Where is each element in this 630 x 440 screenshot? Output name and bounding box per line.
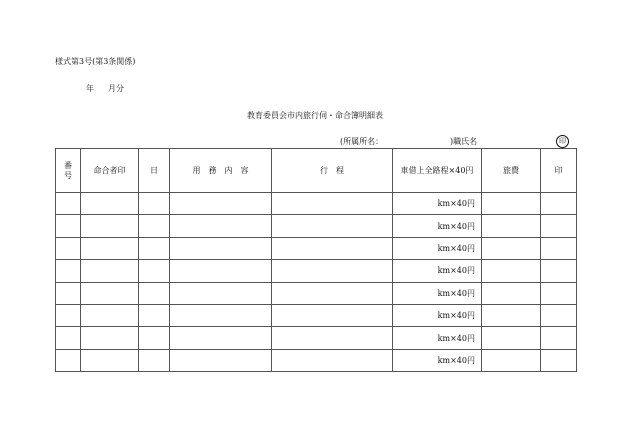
- form-number: 様式第3号(第3条関係): [55, 57, 136, 66]
- table-row: [56, 193, 577, 215]
- document-title: 教育委員会市内旅行伺・命合簿明細表: [247, 111, 383, 120]
- cell-day[interactable]: [139, 260, 170, 282]
- cell-ordered-by-seal[interactable]: [81, 237, 139, 259]
- table-row: [56, 215, 577, 237]
- table-row: [56, 260, 577, 282]
- table-header-row: [56, 149, 577, 193]
- cell-ordered-by-seal[interactable]: [81, 215, 139, 237]
- cell-travel-cost[interactable]: [482, 237, 541, 259]
- table-row: [56, 282, 577, 304]
- cell-travel-cost[interactable]: [482, 282, 541, 304]
- cell-day[interactable]: [139, 349, 170, 371]
- cell-seal[interactable]: [541, 193, 577, 215]
- table-row: [56, 237, 577, 259]
- cell-itinerary[interactable]: [272, 327, 393, 349]
- cell-number[interactable]: [56, 349, 81, 371]
- cell-travel-cost[interactable]: [482, 215, 541, 237]
- travel-ledger-table: [55, 148, 577, 372]
- cell-business-content[interactable]: [170, 237, 272, 259]
- cell-itinerary[interactable]: [272, 215, 393, 237]
- cell-number[interactable]: [56, 193, 81, 215]
- cell-car-distance[interactable]: km×40円: [393, 237, 482, 259]
- cell-day[interactable]: [139, 237, 170, 259]
- affiliation-label: (所属所名：: [340, 137, 384, 146]
- cell-business-content[interactable]: [170, 193, 272, 215]
- cell-car-distance[interactable]: km×40円: [393, 260, 482, 282]
- seal-mark: 印: [556, 135, 569, 148]
- month-label: 月分: [108, 84, 124, 93]
- column-header-itinerary: 行 程: [272, 149, 393, 193]
- cell-business-content[interactable]: [170, 215, 272, 237]
- cell-business-content[interactable]: [170, 282, 272, 304]
- column-header-number: [56, 149, 81, 193]
- cell-travel-cost[interactable]: [482, 304, 541, 326]
- cell-number[interactable]: [56, 237, 81, 259]
- cell-day[interactable]: [139, 193, 170, 215]
- cell-seal[interactable]: [541, 215, 577, 237]
- cell-itinerary[interactable]: [272, 260, 393, 282]
- year-label: 年: [86, 84, 94, 93]
- cell-car-distance[interactable]: km×40円: [393, 282, 482, 304]
- cell-ordered-by-seal[interactable]: [81, 282, 139, 304]
- cell-business-content[interactable]: [170, 304, 272, 326]
- cell-day[interactable]: [139, 304, 170, 326]
- cell-seal[interactable]: [541, 282, 577, 304]
- cell-car-distance[interactable]: km×40円: [393, 304, 482, 326]
- cell-seal[interactable]: [541, 349, 577, 371]
- cell-number[interactable]: [56, 282, 81, 304]
- column-header-day: 日: [139, 149, 170, 193]
- column-header-car-distance: 車借上全路程×40円: [393, 149, 482, 193]
- table-row: [56, 349, 577, 371]
- cell-number[interactable]: [56, 260, 81, 282]
- column-header-business-content: 用 務 内 容: [170, 149, 272, 193]
- cell-ordered-by-seal[interactable]: [81, 349, 139, 371]
- cell-travel-cost[interactable]: [482, 327, 541, 349]
- cell-itinerary[interactable]: [272, 237, 393, 259]
- cell-number[interactable]: [56, 215, 81, 237]
- cell-car-distance[interactable]: km×40円: [393, 215, 482, 237]
- cell-travel-cost[interactable]: [482, 193, 541, 215]
- cell-seal[interactable]: [541, 327, 577, 349]
- cell-day[interactable]: [139, 327, 170, 349]
- cell-car-distance[interactable]: km×40円: [393, 327, 482, 349]
- cell-day[interactable]: [139, 282, 170, 304]
- table-row: [56, 304, 577, 326]
- cell-business-content[interactable]: [170, 327, 272, 349]
- cell-itinerary[interactable]: [272, 193, 393, 215]
- cell-travel-cost[interactable]: [482, 349, 541, 371]
- column-header-number-label: 番号: [64, 160, 72, 180]
- cell-ordered-by-seal[interactable]: [81, 193, 139, 215]
- cell-ordered-by-seal[interactable]: [81, 260, 139, 282]
- cell-seal[interactable]: [541, 304, 577, 326]
- column-header-seal: 印: [541, 149, 577, 193]
- cell-car-distance[interactable]: km×40円: [393, 193, 482, 215]
- cell-business-content[interactable]: [170, 260, 272, 282]
- cell-business-content[interactable]: [170, 349, 272, 371]
- cell-itinerary[interactable]: [272, 304, 393, 326]
- cell-itinerary[interactable]: [272, 349, 393, 371]
- cell-itinerary[interactable]: [272, 282, 393, 304]
- cell-number[interactable]: [56, 327, 81, 349]
- name-label: )職氏名: [450, 137, 478, 146]
- cell-travel-cost[interactable]: [482, 260, 541, 282]
- table-row: [56, 327, 577, 349]
- cell-ordered-by-seal[interactable]: [81, 327, 139, 349]
- cell-number[interactable]: [56, 304, 81, 326]
- cell-seal[interactable]: [541, 260, 577, 282]
- cell-ordered-by-seal[interactable]: [81, 304, 139, 326]
- column-header-ordered-by-seal: 命合者印: [81, 149, 139, 193]
- cell-car-distance[interactable]: km×40円: [393, 349, 482, 371]
- cell-seal[interactable]: [541, 237, 577, 259]
- cell-day[interactable]: [139, 215, 170, 237]
- column-header-travel-cost: 旅費: [482, 149, 541, 193]
